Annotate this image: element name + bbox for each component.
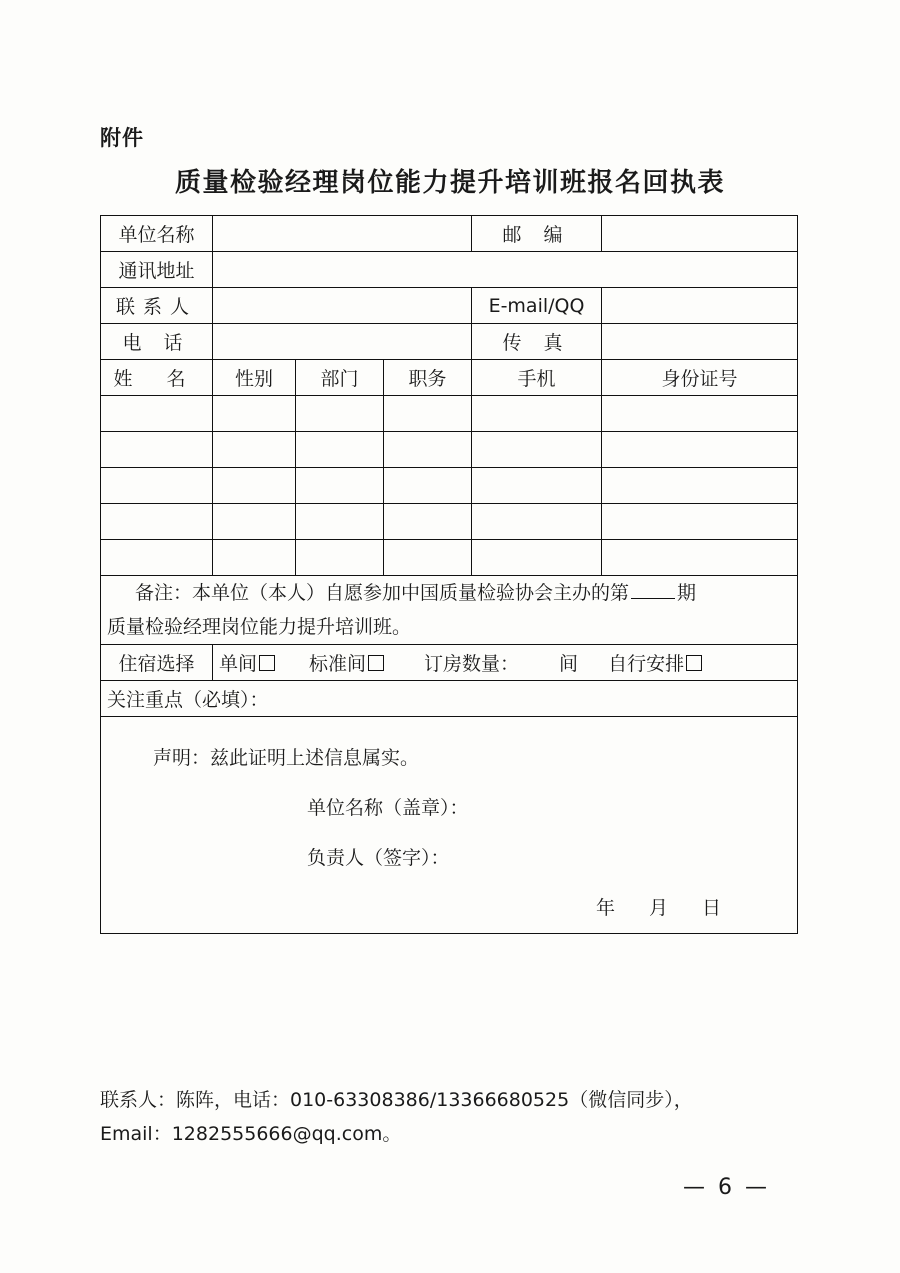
cell-department[interactable]: [296, 504, 384, 540]
cell-gender[interactable]: [213, 396, 296, 432]
cell-id-number[interactable]: [602, 540, 798, 576]
declaration-cell: [101, 717, 798, 934]
cell-position[interactable]: [384, 432, 472, 468]
checkbox-standard-room[interactable]: [368, 655, 384, 671]
label-email-qq: E-mail/QQ: [472, 288, 602, 324]
option-standard-room-label: 标准间: [309, 653, 367, 675]
label-focus-points: 关注重点（必填）：: [107, 689, 269, 711]
column-header-department: 部门: [296, 360, 384, 396]
declaration-unit-seal[interactable]: 单位名称（盖章）：: [307, 797, 469, 819]
table-row: [101, 504, 798, 540]
cell-position[interactable]: [384, 540, 472, 576]
cell-mobile[interactable]: [472, 504, 602, 540]
column-header-gender: 性别: [213, 360, 296, 396]
column-header-name: 姓 名: [101, 360, 213, 396]
table-row: [101, 432, 798, 468]
field-email-qq[interactable]: [602, 288, 798, 324]
table-header-row-people: [101, 360, 798, 396]
checkbox-self-arrange[interactable]: [686, 655, 702, 671]
note-text-part2: 期: [677, 582, 697, 604]
cell-gender[interactable]: [213, 540, 296, 576]
field-phone[interactable]: [213, 324, 472, 360]
label-unit-name: 单位名称: [101, 216, 213, 252]
cell-id-number[interactable]: [602, 468, 798, 504]
declaration-date[interactable]: [117, 883, 781, 933]
cell-gender[interactable]: [213, 468, 296, 504]
option-self-arrange-label: 自行安排: [608, 653, 685, 675]
table-row-lodging: [101, 645, 798, 681]
footer-contact-info: [100, 1083, 840, 1151]
field-unit-name[interactable]: [213, 216, 472, 252]
table-row-address: [101, 252, 798, 288]
table-row-contact: [101, 288, 798, 324]
cell-id-number[interactable]: [602, 504, 798, 540]
column-header-position: 职务: [384, 360, 472, 396]
field-contact-person[interactable]: [213, 288, 472, 324]
cell-name[interactable]: [101, 396, 213, 432]
label-postcode: 邮 编: [472, 216, 602, 252]
table-row-focus: [101, 681, 798, 717]
cell-department[interactable]: [296, 396, 384, 432]
cell-name[interactable]: [101, 432, 213, 468]
table-row: [101, 540, 798, 576]
cell-mobile[interactable]: [472, 396, 602, 432]
label-lodging-choice: 住宿选择: [101, 645, 213, 681]
label-phone: 电 话: [101, 324, 213, 360]
option-single-room-label: 单间: [219, 653, 258, 675]
lodging-options-cell: [213, 645, 798, 681]
cell-department[interactable]: [296, 468, 384, 504]
note-text-part1: 备注：本单位（本人）自愿参加中国质量检验协会主办的第: [135, 582, 630, 604]
field-address[interactable]: [213, 252, 798, 288]
date-day-label: 日: [702, 897, 722, 919]
declaration-signature[interactable]: 负责人（签字）：: [307, 847, 450, 869]
cell-mobile[interactable]: [472, 540, 602, 576]
declaration-statement: 声明：兹此证明上述信息属实。: [153, 747, 420, 769]
note-text-part3: 质量检验经理岗位能力提升培训班。: [107, 616, 412, 638]
label-room-unit: 间: [559, 653, 579, 675]
note-cell: [101, 576, 798, 645]
column-header-id-number: 身份证号: [602, 360, 798, 396]
registration-form-table: [100, 215, 798, 934]
table-row-declaration: [101, 717, 798, 934]
cell-id-number[interactable]: [602, 432, 798, 468]
cell-name[interactable]: [101, 468, 213, 504]
label-fax: 传 真: [472, 324, 602, 360]
cell-gender[interactable]: [213, 432, 296, 468]
table-row: [101, 468, 798, 504]
page-title: 质量检验经理岗位能力提升培训班报名回执表: [174, 168, 725, 198]
column-header-mobile: 手机: [472, 360, 602, 396]
note-fill-blank[interactable]: [631, 598, 675, 599]
cell-id-number[interactable]: [602, 396, 798, 432]
cell-name[interactable]: [101, 540, 213, 576]
cell-name[interactable]: [101, 504, 213, 540]
cell-position[interactable]: [384, 504, 472, 540]
table-row: [101, 396, 798, 432]
cell-mobile[interactable]: [472, 432, 602, 468]
footer-contact-line1: 联系人：陈阵，电话：010-63308386/13366680525（微信同步），: [100, 1089, 693, 1111]
footer-contact-line2: Email：1282555666@qq.com。: [100, 1123, 402, 1145]
date-year-label: 年: [595, 897, 615, 919]
label-address: 通讯地址: [101, 252, 213, 288]
label-contact-person: 联系人: [101, 288, 213, 324]
cell-department[interactable]: [296, 432, 384, 468]
checkbox-single-room[interactable]: [259, 655, 275, 671]
page-number: — 6 —: [683, 1175, 770, 1200]
table-row-unit-name: [101, 216, 798, 252]
cell-department[interactable]: [296, 540, 384, 576]
table-row-note: [101, 576, 798, 645]
field-fax[interactable]: [602, 324, 798, 360]
focus-points-cell[interactable]: [101, 681, 798, 717]
date-month-label: 月: [648, 897, 668, 919]
cell-position[interactable]: [384, 396, 472, 432]
table-row-phone: [101, 324, 798, 360]
cell-gender[interactable]: [213, 504, 296, 540]
cell-mobile[interactable]: [472, 468, 602, 504]
attachment-label: 附件: [100, 126, 144, 150]
label-room-quantity: 订房数量：: [424, 653, 520, 675]
field-postcode[interactable]: [602, 216, 798, 252]
cell-position[interactable]: [384, 468, 472, 504]
